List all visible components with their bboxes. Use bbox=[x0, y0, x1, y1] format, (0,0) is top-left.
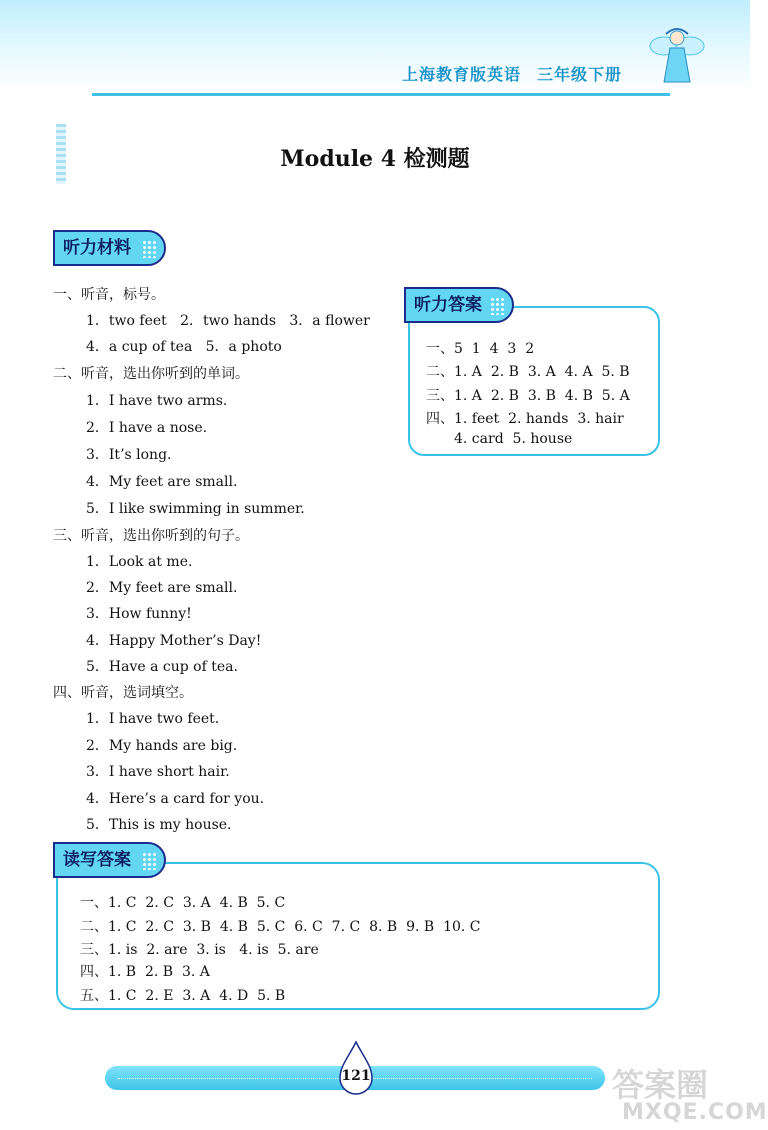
list-item: 1．I have two feet. bbox=[86, 711, 220, 727]
dots-icon bbox=[142, 852, 158, 870]
answer-line: 三、1. is 2. are 3. is 4. is 5. are bbox=[80, 942, 319, 958]
list-item: 2．I have a nose. bbox=[86, 420, 208, 436]
answer-line: 一、1. C 2. C 3. A 4. B 5. C bbox=[80, 895, 286, 911]
section-heading: 三、听音，选出你听到的句子。 bbox=[53, 528, 249, 544]
list-item: 5．Have a cup of tea. bbox=[86, 659, 238, 675]
listening-material-label bbox=[53, 230, 166, 266]
listening-answers-label bbox=[404, 287, 514, 323]
list-item: 4．Here’s a card for you. bbox=[86, 791, 265, 807]
listening-answers-label-text: 听力答案 bbox=[414, 295, 482, 315]
dots-icon bbox=[142, 240, 158, 258]
header-title bbox=[402, 62, 638, 85]
answer-line: 二、1. C 2. C 3. B 4. B 5. C 6. C 7. C 8. B 9. B 10. C bbox=[80, 919, 481, 935]
header-grade: 三年级下册 bbox=[537, 65, 623, 84]
section-heading: 一、听音，标号。 bbox=[53, 287, 165, 303]
list-item: 1．Look at me. bbox=[86, 554, 193, 570]
page-number: 121 bbox=[341, 1068, 371, 1084]
answer-line: 一、5 1 4 3 2 bbox=[426, 341, 535, 357]
watermark-url: MXQE.COM bbox=[622, 1100, 768, 1125]
list-item: 5．This is my house. bbox=[86, 817, 232, 833]
list-item: 3．How funny! bbox=[86, 606, 192, 622]
watermark-logo: 答案圈 bbox=[612, 1066, 709, 1104]
header-book: 上海教育版英语 bbox=[402, 65, 522, 84]
reading-writing-answers-label-text: 读写答案 bbox=[63, 850, 131, 870]
section-heading: 二、听音，选出你听到的单词。 bbox=[53, 366, 249, 382]
answer-line: 五、1. C 2. E 3. A 4. D 5. B bbox=[80, 988, 286, 1004]
answer-line: 4. card 5. house bbox=[454, 431, 573, 447]
list-item: 3．I have short hair. bbox=[86, 764, 230, 780]
list-item: 2．My hands are big. bbox=[86, 738, 238, 754]
answer-line: 四、1. B 2. B 3. A bbox=[80, 964, 210, 980]
list-item: 4．Happy Mother’s Day! bbox=[86, 633, 262, 649]
list-item: 5．I like swimming in summer. bbox=[86, 501, 305, 517]
fairy-icon bbox=[646, 24, 706, 94]
answer-line: 四、1. feet 2. hands 3. hair bbox=[426, 411, 624, 427]
list-item: 2．My feet are small. bbox=[86, 580, 238, 596]
list-item: 1．two feet 2．two hands 3．a flower bbox=[86, 313, 370, 329]
list-item: 3．It’s long. bbox=[86, 447, 172, 463]
section-heading: 四、听音，选词填空。 bbox=[53, 685, 193, 701]
page-title: Module 4 检测题 bbox=[280, 146, 470, 172]
answer-line: 三、1. A 2. B 3. B 4. B 5. A bbox=[426, 388, 630, 404]
listening-material-label-text: 听力材料 bbox=[63, 238, 131, 258]
list-item: 1．I have two arms. bbox=[86, 393, 228, 409]
answer-line: 二、1. A 2. B 3. A 4. A 5. B bbox=[426, 364, 630, 380]
list-item: 4．My feet are small. bbox=[86, 474, 238, 490]
list-item: 4．a cup of tea 5．a photo bbox=[86, 339, 282, 355]
reading-writing-answers-label bbox=[53, 842, 166, 878]
dots-icon bbox=[490, 297, 506, 315]
header-rule bbox=[92, 93, 670, 96]
